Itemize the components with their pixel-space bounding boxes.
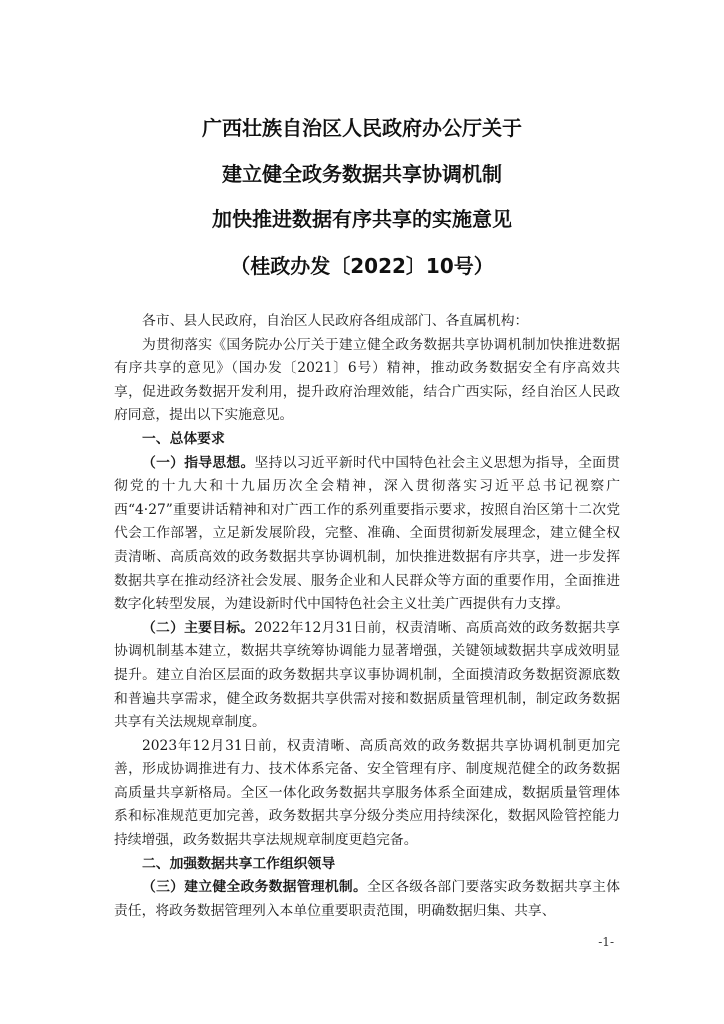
document-title-line-2: 建立健全政务数据共享协调机制	[222, 162, 502, 186]
section-2-heading: 二、加强数据共享工作组织领导	[142, 855, 336, 872]
addressee: 各市、县人民政府，自治区人民政府各组成部门、各直属机构：	[142, 313, 529, 329]
main-goals-paragraph	[114, 617, 620, 735]
main-goals-label: （二）主要目标。	[142, 619, 255, 636]
data-management-label: （三）建立健全政务数据管理机制。	[142, 879, 368, 896]
document-body	[114, 310, 620, 923]
goals-2023-paragraph: 2023年12月31日前，权责清晰、高质高效的政务数据共享协调机制更加完善，形成协调推进有力、技术体系完备、安全管理有序、制度规范健全的政务数据高质量共享新格局。全区一体化政务数据共享服务体系全面建成，数据质量管理体系和标准规范更加完善，政务数据共享分级分类应用持续深化，数据风险管控能力持续增强，政务数据共享法规规章制度更趋完备。	[114, 737, 620, 849]
document-title-line-1: 广西壮族自治区人民政府办公厅关于	[202, 116, 522, 140]
guiding-ideology-label: （一）指导思想。	[142, 454, 255, 471]
section-1-heading: 一、总体要求	[142, 430, 225, 447]
intro-paragraph: 为贯彻落实《国务院办公厅关于建立健全政务数据共享协调机制加快推进数据有序共享的意见》（国办发〔2021〕6号）精神，推动政务数据安全有序高效共享，促进政务数据开发利用，提升政府治理效能，结合广西实际，经自治区人民政府同意，提出以下实施意见。	[114, 336, 620, 424]
main-goals-text: 2022年12月31日前，权责清晰、高质高效的政务数据共享协调机制基本建立，数据共享统筹协调能力显著增强，关键领域数据共享成效明显提升。建立自治区层面的政务数据共享议事协调机制，全面摸清政务数据资源底数和普遍共享需求，健全政务数据共享供需对接和数据质量管理机制，制定政务数据共享有关法规规章制度。	[114, 619, 620, 731]
document-number: （桂政办发〔2022〕10号）	[230, 254, 494, 278]
data-management-paragraph	[114, 876, 620, 923]
guiding-ideology-paragraph	[114, 452, 620, 617]
guiding-ideology-text: 坚持以习近平新时代中国特色社会主义思想为指导，全面贯彻党的十九大和十九届历次全会精神，深入贯彻落实习近平总书记视察广西“4·27”重要讲话精神和对广西工作的系列重要指示要求，按照自治区第十二次党代会工作部署，立足新发展阶段，完整、准确、全面贯彻新发展理念，建立健全权责清晰、高质高效的政务数据共享协调机制，加快推进数据有序共享，进一步发挥数据共享在推动经济社会发展、服务企业和人民群众等方面的重要作用，全面推进数字化转型发展，为建设新时代中国特色社会主义壮美广西提供有力支撑。	[114, 454, 621, 613]
page-number: -1-	[598, 935, 614, 949]
document-title-line-3: 加快推进数据有序共享的实施意见	[212, 207, 512, 231]
data-management-text: 全区各级各部门要落实政务数据共享主体责任，将政务数据管理列入本单位重要职责范围，明确数据归集、共享、	[114, 879, 621, 919]
